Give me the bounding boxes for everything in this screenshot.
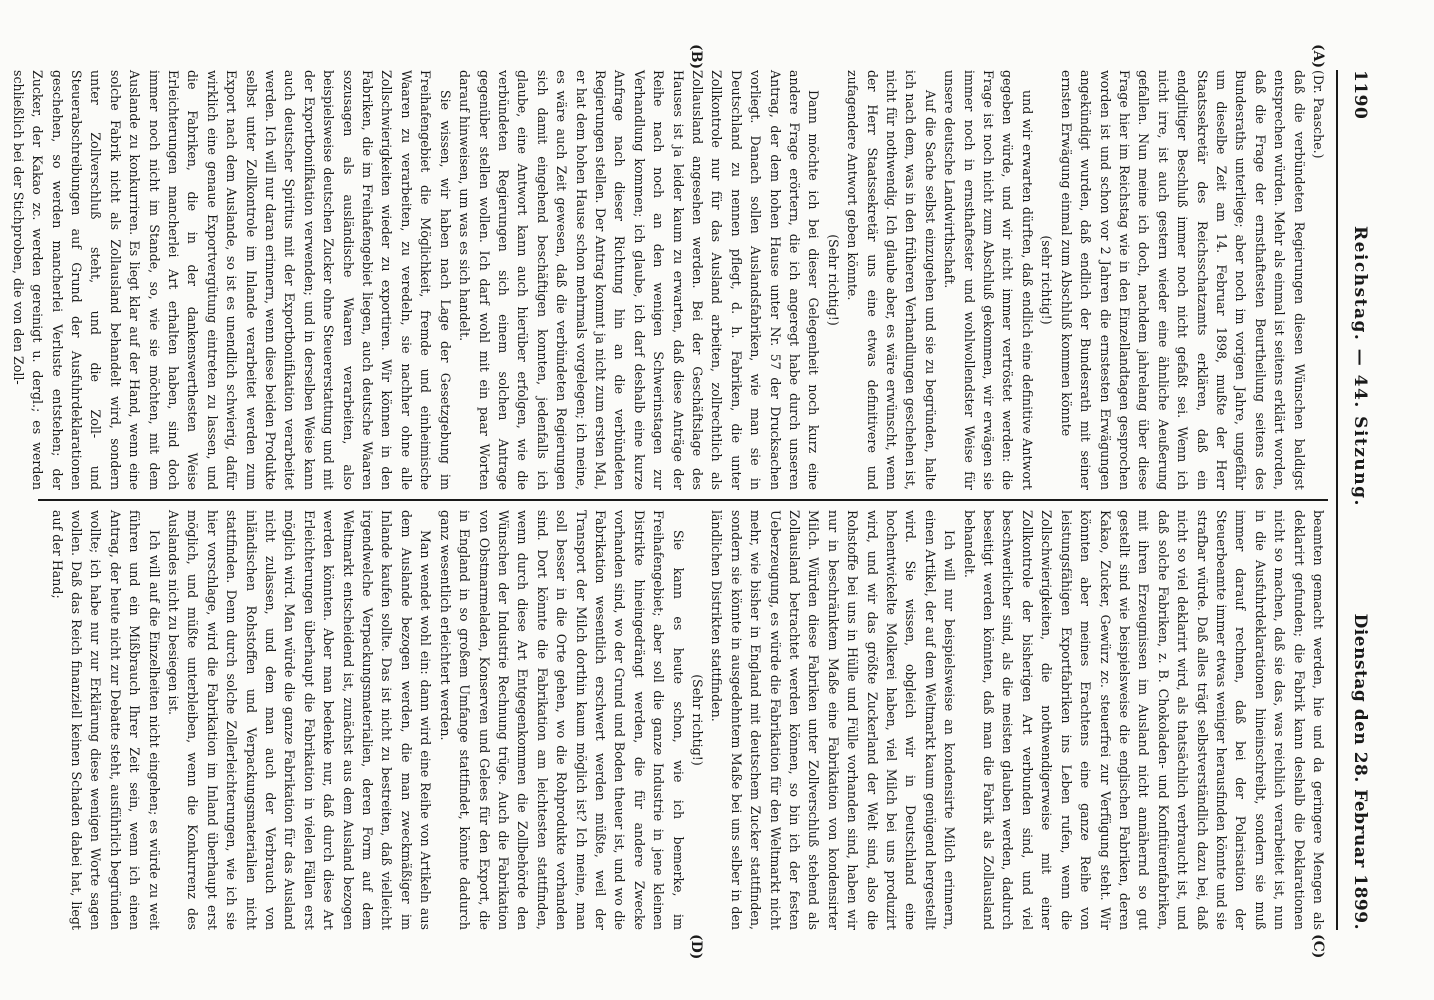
paragraph: Auf die Sache selbst einzugehen und sie zu begründen, halte ich nach dem, was in den früheren Verhandlungen geschehen ist, nicht für nothwendig. Ich glaube aber, es wäre erwünscht, wenn der Herr Staatssekretär uns eine etwas definitivere und zufagendere Antwort geben könnte. (845, 70, 938, 490)
session-date: Dienstag den 28. Februar 1899. (1350, 613, 1370, 930)
paragraph: Ich will auf die Einzelheiten nicht eingehen; es würde zu weit führen und ein Mißbrauch Ihrer Zeit sein, wenn ich einen Antrag, der heute nicht zur Debatte steht, ausführlich begründen wollte; ich habe nur zur Erklärung diese wenigen Worte sagen wollen. Daß das Reich finanziell keinen Schaden dabei hat, liegt auf der Hand; (49, 510, 162, 930)
paragraph: Ich will nur beispielsweise an kondensirte Milch erinnern, einen Artikel, der auf dem Weltmarkt kaum genügend hergestellt wird. Sie wissen, obgleich wir in Deutschland eine hochentwickelte Molkerei haben, viel Milch bei uns produzirt wird, und wir das größte Zuckerland der Welt sind, also die Rohstoffe bei uns in Hülle und Fülle vorhanden sind, haben wir nur in beschränktem Maße eine Fabrikation von kondensirter Milch. Würden diese Fabriken unter Zollverschluß stehend als Zollausland betrachtet werden können, so bin ich der festen Ueberzeugung, es würde die Fabrikation für den Weltmarkt nicht mehr, wie bisher in England mit deutschem Zucker stattfinden, sondern sie könnte in ausgedehntem Maße bei uns selber in den ländlichen Distrikten stattfinden. (709, 510, 958, 930)
paragraph: Sie wissen, wir haben nach Lage der Gesetzgebung im Freihafengebiet die Möglichkeit, fremde und einheimische Waaren zu verarbeiten, zu veredeln, sie nachher ohne alle Zollschwierigkeiten wieder zu exportiren. Wir können in den Fabriken, die im Freihafengebiet liegen, auch deutsche Waaren sozusagen als ausländische Waaren verarbeiten, also beispielsweise deutschen Zucker ohne Steuererstattung und mit der Exportbonifikation verwenden; und in derselben Weise kann auch deutscher Spiritus mit der Exportbonifikation verarbeitet werden. Ich will nur daran erinnern, wenn diese beiden Produkte selbst unter Zollkontrole im Inlande verarbeitet werden zum Export nach dem Auslande, so ist es unendlich schwierig, dafür wirklich eine genaue Exportvergütung eintreten zu lassen, und die Fabriken, die in der dankenswerthesten Weise Erleichterungen mancherlei Art erhalten haben, sind doch immer noch nicht im Stande, so, wie sie möchten, mit dem Auslande zu konkurriren. Es liegt klar auf der Hand, wenn eine solche Fabrik nicht als Zollausland behandelt wird, sondern unter Zollverschluß steht, und die Zoll- und Steuerabschreibungen auf Grund der Ausfuhrdeklarationen geschehen, so werden mancherlei Verluste entstehen; der Zucker, der Kakao zc. werden gereinigt u. dergl.; es werden schließlich bei der Stichproben, die von den Zoll- (10, 70, 453, 490)
right-column (38, 510, 1328, 930)
margin-letter-d: (D) (688, 934, 704, 960)
interjection: (Sehr richtig!) (825, 234, 841, 326)
margin-letter-a: (A) (1310, 44, 1326, 69)
interjection: (Sehr richtig!) (690, 674, 705, 766)
column-divider (38, 499, 1328, 501)
paragraph: und wir erwarten dürften, daß endlich eine definitive Antwort gegeben würde, und wir nicht immer vertröstet werden: die Frage ist noch nicht zum Abschluß gekommen, wir erwägen sie immer noch in ernsthaftester und wohlwollendster Weise für unsere deutsche Landwirthschaft. (942, 70, 1035, 490)
paragraph: Man wendet wohl ein: dann wird eine Reihe von Artikeln aus dem Auslande bezogen werden, die man zweckmäßiger im Inlande kaufen sollte. Das ist nicht zu bestreiten, daß vielleicht irgendwelche Verpackungsmaterialien, deren Form auf dem Weltmarkt entscheidend ist, zunächst aus dem Ausland bezogen werden könnten. Aber man bedenke nur, daß durch diese Art Erleichterungen überhaupt die Fabrikation in vielen Fällen erst möglich wird. Man würde die ganze Fabrikation für das Ausland nicht zulassen, und dem man auch der Verbrauch von inländischen Rohstoffen und Verpackungsmaterialien nicht stattfinden. Denn durch solche Zollerleichterungen, wie ich sie hier vorschlage, wird die Fabrikation im Inland überhaupt erst möglich, und müßte unterbleiben, wenn die Konkurrenz des Auslandes nicht zu besiegen ist. (166, 510, 434, 930)
paragraph: Sie kann es heute schon, wie ich bemerke, im Freihafengebiet; aber soll die ganze Industrie in jene kleinen Distrikte hineingedrängt werden, die für andere Zwecke vorhanden sind, wo der Grund und Boden theuer ist, und wo die Fabrikation wesentlich erschwert werden müßte, weil der Transport der Milch dorthin kaum möglich ist? Ich meine, man soll besser in die Orte gehen, wo die Rohprodukte vorhanden sind. Dort könnte die Fabrikation am leichtesten stattfinden, wenn durch diese Art Entgegenkommen die Zollbehörde den Wünschen der Industrie Rechnung trüge. Auch die Fabrikation von Obstmarmeladen, Konserven und Gelees für den Export, die in England in so großem Umfange stattfindet, könnte dadurch ganz wesentlich erleichtert werden. (437, 510, 686, 930)
paragraph: daß die verbündeten Regierungen diesen Wünschen baldigst entsprechen würden. Mehr als einmal ist seitens erklärt worden, daß die Frage der ernsthaftesten Beurtheilung seitens des Bundesraths unterliege; aber noch im vorigen Jahre, ungefähr um dieselbe Zeit am 14. Februar 1898, mußte der Herr Staatssekretär des Reichsschatzamts erklären, daß ein endgiltiger Beschluß immer noch nicht gefaßt sei. Wenn ich nicht irre, ist auch gestern wieder eine ähnliche Aeußerung gefallen. Nun meine ich doch, nachdem jahrelang über diese Frage hier im Reichstag wie in den Einzellandtagen gesprochen worden ist und schon vor 2 Jahren die ernstesten Erwägungen angekündigt wurden, daß endlich der Bundesrath mit seiner ernsten Erwägung einmal zum Abschluß kommen könnte (1058, 70, 1307, 490)
paragraph: beamten gemacht werden, hie und da geringere Mengen als deklarirt gefunden; die Fabrik kann deshalb die Deklarationen nicht so machen, daß sie das, was reichlich verarbeitet ist, nun in die Ausfuhrdeklarationen hineinschreibt, sondern sie muß immer darauf rechnen, daß bei der Polarisation der Steuerbeamte immer etwas weniger herausfinden könnte und sie strafbar würde. Daß alles trägt selbstverständlich dazu bei, daß nicht so viel deklarirt wird, als thatsächlich verbraucht ist, und daß solche Fabriken, z. B. Chokoladen- und Konfitürenfabriken, mit ihren Erzeugnissen im Ausland nicht annähernd so gut gestellt sind wie beispielsweise die englischen Fabriken, deren Kakao, Zucker, Gewürz zc. steuerfrei zur Verfügung steht. Wir könnten aber meines Erachtens eine ganze Reihe von leistungsfähigen Exportfabriken ins Leben rufen, wenn die Zollschwierigkeiten, die nothwendigerweise mit einer Zollkontrole der bisherigen Art verbunden sind, und viel beschwerlicher sind, als die meisten glauben werden, dadurch beseitigt werden könnten, daß man die Fabrik als Zollausland behandelt. (961, 510, 1326, 930)
interjection: (sehr richtig!) (1039, 235, 1055, 325)
left-column (10, 70, 1328, 490)
speaker-name: (Dr. Paasche.) (1311, 70, 1326, 159)
session-title: Reichstag. — 44. Sitzung. (1350, 225, 1370, 507)
margin-letter-b: (B) (688, 44, 704, 70)
page-number: 1190 (1350, 70, 1370, 120)
margin-letter-c: (C) (1310, 934, 1326, 959)
header-rule (1336, 70, 1338, 930)
page-header (1340, 70, 1380, 930)
paragraph: Dann möchte ich bei dieser Gelegenheit noch kurz eine andere Frage erörtern, die ich angeregt habe durch unseren Antrag, der dem hohen Hause unter Nr. 57 der Drucksachen vorliegt. Danach sollen Auslandsfabriken, wie man sie in Deutschland zu nennen pflegt, d. h. Fabriken, die unter Zollkontrole nur für das Ausland arbeiten, zollrechtlich als Zollausland angesehen werden. Bei der Geschäftslage des Hauses ist ja leider kaum zu erwarten, daß diese Anträge der Reihe nach noch an den wenigen Schwerinstagen zur Verhandlung kommen; ich glaube, ich darf deshalb eine kurze Anfrage nach dieser Richtung hin an die verbündeten Regierungen stellen. Der Antrag kommt ja nicht zum ersten Mal, er hat dem hohen Hause schon mehrmals vorgelegen; ich meine, es wäre auch Zeit gewesen, daß die verbündeten Regierungen sich damit eingehend beschäftigen konnten, jedenfalls ich glaube, eine Antwort kann auch hierüber erfolgen, wie die verbündeten Regierungen sich einem solchen Antrage gegenüber stellen wollen. Ich darf wohl mit ein paar Worten darauf hinweisen, um was es sich handelt. (457, 70, 822, 490)
